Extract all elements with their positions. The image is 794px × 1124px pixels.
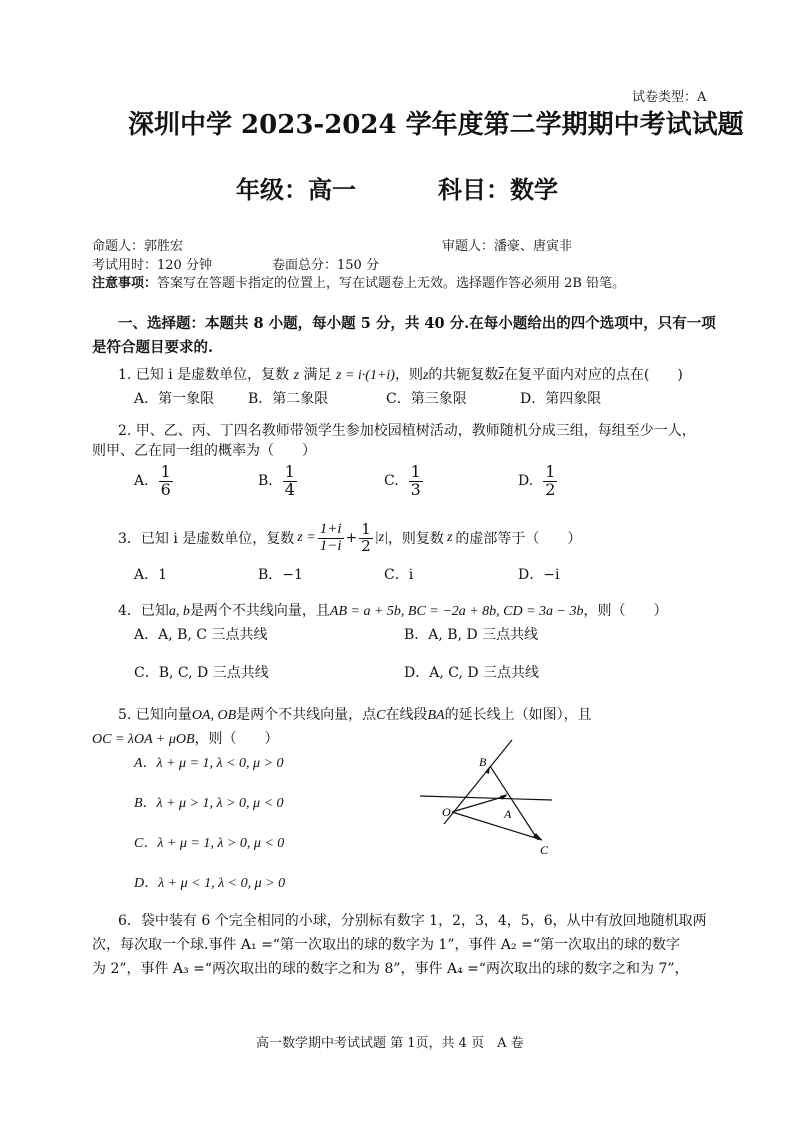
q2-b-den: 4 [284, 479, 295, 499]
q5-expression: OC = λOA + μOB [92, 732, 195, 747]
q1-option-c: C．第三象限 [386, 391, 467, 407]
q4-option-a: A．A, B, C 三点共线 [134, 627, 268, 643]
q2-a-num: 1 [160, 462, 171, 481]
q2-option-d-fraction [543, 464, 557, 499]
q2-option-a-label: A. [134, 473, 149, 490]
q2-option-b-fraction [283, 464, 297, 499]
q3-option-b: B．−1 [258, 567, 303, 583]
q2-c-num: 1 [410, 462, 421, 481]
reviewer: 审题人：潘豪、唐寅非 [442, 239, 573, 254]
q3-var-z: z = [297, 530, 316, 546]
q1-text-a: 1. 已知 i 是虚数单位，复数 [118, 367, 290, 383]
q2-d-den: 2 [545, 479, 556, 499]
subject: 科目：数学 [438, 175, 558, 204]
q5-point-c: C [376, 708, 386, 723]
q1-var-z: z [293, 368, 300, 383]
q2-option-d-label: D. [518, 473, 534, 490]
total-score: 卷面总分：150 分 [272, 258, 379, 273]
q4-expression: AB = a + 5b, BC = −2a + 8b, CD = 3a − 3b [329, 604, 584, 619]
q5-text-a: 5. 已知向量 [118, 707, 192, 723]
q2-option-c-fraction [409, 464, 423, 499]
grade: 年级：高一 [236, 175, 356, 204]
author: 命题人：郭胜宏 [92, 239, 184, 254]
q2-option-d [518, 464, 559, 499]
q3-fraction [318, 522, 344, 555]
q3-plus: + [345, 530, 358, 547]
q2-d-num: 1 [545, 462, 556, 481]
q4-text-a: 4．已知 [118, 603, 169, 619]
q3-option-c: C．i [384, 567, 414, 583]
q5-vectors: OA, OB [191, 708, 237, 723]
question-5-line1 [118, 704, 592, 724]
notice [92, 272, 625, 291]
q5-option-d: D．λ + μ < 1, λ < 0, μ > 0 [134, 876, 286, 891]
q3-half-den: 2 [361, 536, 371, 555]
q4-option-c: C．B, C, D 三点共线 [134, 665, 269, 681]
q3-half [359, 522, 373, 555]
q4-text-c: ，则（ ） [583, 603, 668, 619]
q5-option-c: C．λ + μ = 1, λ > 0, μ < 0 [134, 836, 285, 851]
line-ba-extension [490, 766, 538, 840]
q5-text-c: 在线段 [385, 707, 428, 723]
label-o: O [442, 805, 451, 819]
q1-text-b: 满足 [303, 367, 332, 383]
page-footer: 高一数学期中考试试题 第 1页，共 4 页 A 卷 [256, 1036, 524, 1051]
q5-text-e: ，则（ ） [194, 731, 279, 747]
q2-option-c [384, 464, 425, 499]
q3-option-d: D．−i [518, 567, 560, 583]
q1-text-e: 在复平面内对应的点在( ) [503, 367, 683, 383]
section1-line2: 是符合题目要求的. [92, 339, 214, 356]
q1-conjugate-z: $\overline{z}$ [498, 368, 504, 383]
q3-text-b: ，则复数 [387, 531, 444, 548]
question-5-line2 [92, 728, 279, 748]
q5-segment-ba: BA [427, 708, 445, 723]
q4-text-b: 是两个不共线向量，且 [189, 603, 330, 619]
q1-expression: z = i·(1+i) [336, 368, 395, 383]
q5-text-d: 的延长线上（如图），且 [444, 707, 592, 723]
q3-option-a: A．1 [134, 567, 168, 583]
q2-option-a-fraction [159, 464, 173, 499]
question-6-line2: 次，每次取一个球.事件 A₁ =“第一次取出的球的数字为 1”，事件 A₂ =“第一次取出的球的数字 [92, 937, 680, 953]
q3-text-a: 3．已知 i 是虚数单位，复数 [118, 531, 295, 548]
q2-option-c-label: C. [384, 473, 399, 490]
q3-text-c: 的虚部等于（ ） [455, 531, 582, 548]
question-4-stem [118, 600, 668, 620]
q4-option-d: D．A, C, D 三点共线 [404, 665, 540, 681]
q2-a-den: 6 [160, 479, 171, 499]
q1-text-c: ，则 [394, 367, 423, 383]
notice-text: 答案写在答题卡指定的位置上，写在试题卷上无效。选择题作答必须用 2B 铅笔。 [157, 276, 626, 291]
label-c: C [540, 843, 549, 857]
exam-title: 深圳中学 2023-2024 学年度第二学期期中考试试题 [128, 110, 744, 140]
q1-option-d: D．第四象限 [520, 391, 602, 407]
q3-fraction-num: 1+i [319, 521, 342, 537]
q1-option-b: B．第二象限 [248, 391, 329, 407]
horizontal-line [420, 796, 552, 800]
question-6-line1: 6．袋中装有 6 个完全相同的小球，分别标有数字 1，2，3，4，5，6，从中有放回地随机取两 [118, 913, 707, 929]
q2-option-a [134, 464, 175, 499]
label-b: B [479, 755, 487, 769]
notice-label: 注意事项： [92, 276, 158, 291]
q2-b-num: 1 [284, 462, 295, 481]
q1-var-z2: z [422, 368, 429, 383]
q4-option-b: B．A, B, D 三点共线 [404, 627, 539, 643]
q3-abs-z: |z| [374, 530, 388, 546]
q4-vectors-ab: a, b [168, 604, 190, 619]
q3-half-num: 1 [361, 520, 371, 538]
q3-fraction-den: 1−i [319, 537, 342, 554]
q1-option-a: A．第一象限 [134, 391, 215, 407]
q2-option-b [258, 464, 299, 499]
q5-option-b: B．λ + μ > 1, λ > 0, μ < 0 [134, 796, 284, 811]
q3-var-z2: z [446, 530, 453, 546]
paper-type: 试卷类型：A [632, 90, 707, 105]
q5-text-b: 是两个不共线向量，点 [236, 707, 377, 723]
section1-line1: 一、选择题：本题共 8 小题，每小题 5 分，共 40 分.在每小题给出的四个选项中，只有一项 [118, 315, 716, 332]
q2-c-den: 3 [410, 479, 421, 499]
q2-option-b-label: B. [258, 473, 273, 490]
q5-vector-figure [412, 736, 562, 860]
question-1-stem [118, 364, 683, 384]
question-2-line2: 则甲、乙在同一组的概率为（ ） [92, 443, 316, 459]
q5-option-a: A．λ + μ = 1, λ < 0, μ > 0 [134, 756, 284, 771]
exam-time: 考试用时：120 分钟 [92, 258, 212, 273]
question-2-line1: 2. 甲、乙、丙、丁四名教师带领学生参加校园植树活动，教师随机分成三组，每组至少一人， [118, 423, 696, 439]
q1-text-d: 的共轭复数 [428, 367, 499, 383]
question-3-stem [118, 522, 581, 555]
label-a: A [504, 807, 512, 821]
question-6-line3: 为 2”，事件 A₃ =“两次取出的球的数字之和为 8”，事件 A₄ =“两次取出的球的数字之和为 7”， [92, 961, 689, 977]
